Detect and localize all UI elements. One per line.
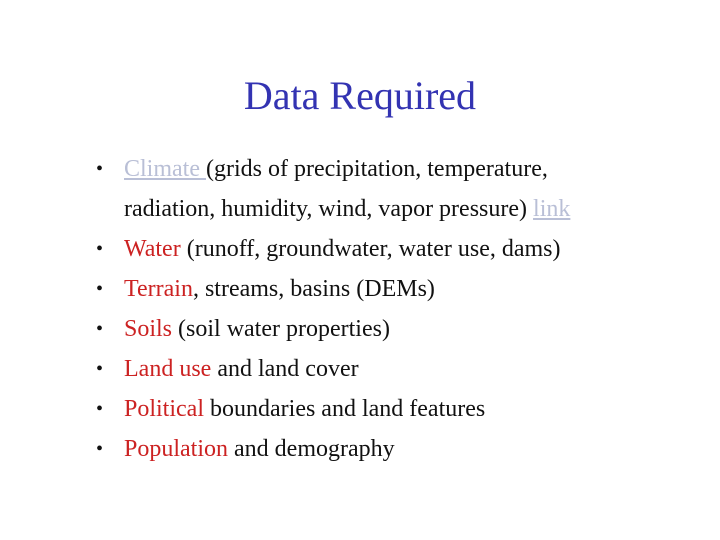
climate-hyperlink[interactable]: Climate	[124, 156, 206, 182]
bullet-dot-icon: •	[96, 318, 104, 340]
bullet-dot-icon: •	[96, 358, 104, 380]
bullet-water-text: (runoff, groundwater, water use, dams)	[180, 236, 561, 262]
bullet-soils-text: (soil water properties)	[172, 316, 390, 342]
bullet-soils-keyword: Soils	[124, 316, 173, 342]
bullet-dot-icon: •	[96, 278, 104, 300]
bullet-list	[96, 149, 696, 469]
bullet-political-keyword: Political	[124, 396, 204, 422]
bullet-dot-icon: •	[96, 438, 104, 460]
bullet-climate-text-cont: radiation, humidity, wind, vapor pressure)	[124, 196, 534, 222]
bullet-dot-icon: •	[96, 158, 104, 180]
bullet-climate-text: (grids of precipitation, temperature,	[205, 156, 548, 182]
bullet-water	[96, 229, 696, 269]
bullet-terrain-keyword: Terrain	[124, 276, 193, 302]
slide-title: Data Required	[243, 73, 477, 118]
bullet-land-use-keyword: Land use	[124, 356, 212, 382]
bullet-climate-line-2	[124, 189, 696, 229]
bullet-land-use	[96, 349, 696, 389]
bullet-land-use-text: and land cover	[211, 356, 359, 382]
bullet-dot-icon: •	[96, 238, 104, 260]
bullet-water-keyword: Water	[124, 236, 181, 262]
bullet-population	[96, 429, 696, 469]
bullet-climate	[96, 149, 696, 229]
bullet-terrain	[96, 269, 696, 309]
bullet-population-keyword: Population	[124, 436, 229, 462]
bullet-political-text: boundaries and land features	[204, 396, 486, 422]
bullet-dot-icon: •	[96, 398, 104, 420]
bullet-population-text: and demography	[228, 436, 395, 462]
bullet-climate-line-1	[124, 149, 696, 189]
bullet-political	[96, 389, 696, 429]
bullet-terrain-text: , streams, basins (DEMs)	[192, 276, 435, 302]
bullet-soils	[96, 309, 696, 349]
climate-data-link[interactable]: link	[533, 196, 571, 222]
